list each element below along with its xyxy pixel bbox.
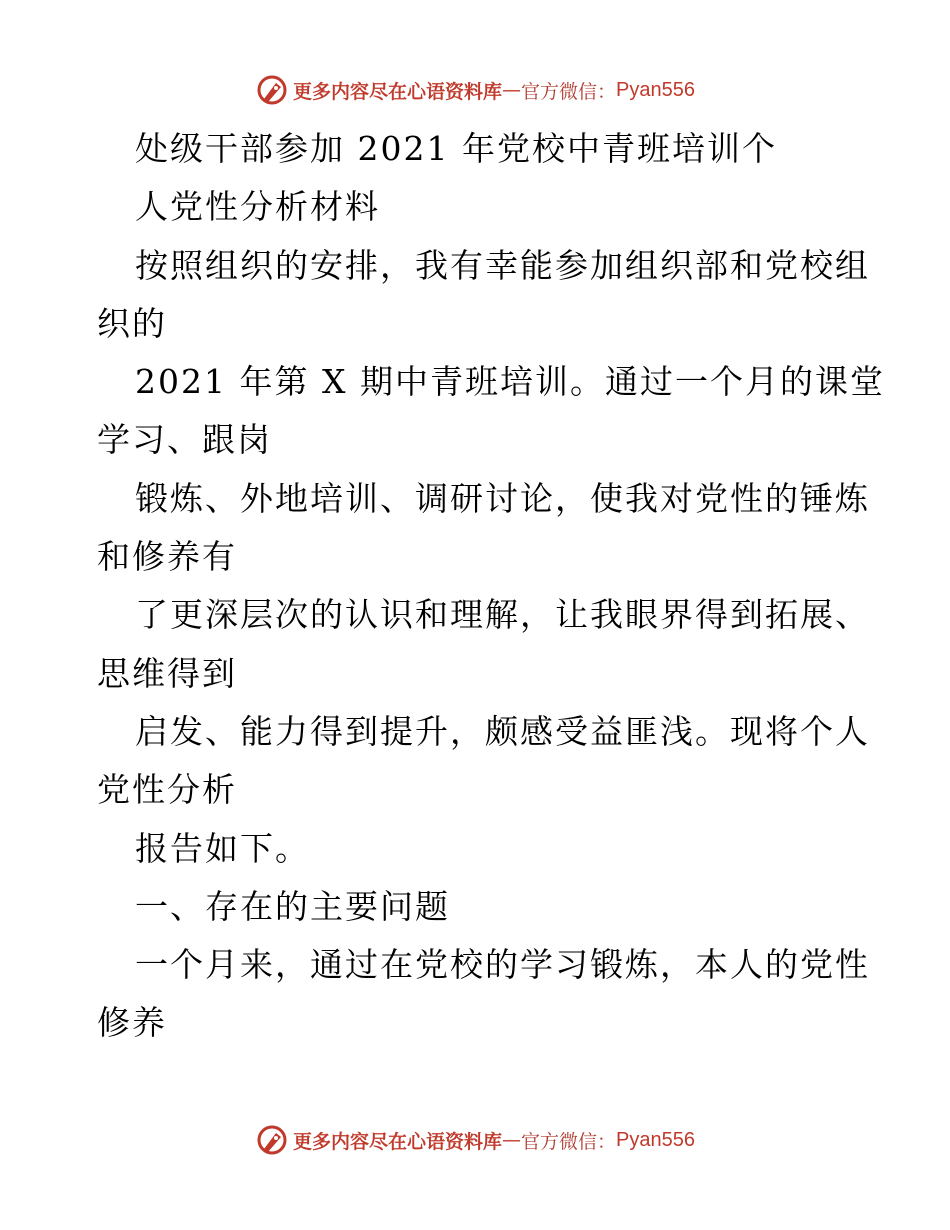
paragraph-line: 织的 [97, 303, 167, 343]
banner-wechat-label: 官方微信： [521, 80, 617, 103]
paragraph-line: 思维得到 [97, 653, 237, 693]
section-heading: 一、存在的主要问题 [135, 886, 450, 926]
banner-wechat-id: Pyan556 [616, 78, 695, 101]
banner-brand-text: 更多内容尽在心语资料库 [293, 1130, 503, 1153]
header-watermark-banner [0, 70, 950, 110]
paragraph-line: 按照组织的安排，我有幸能参加组织部和党校组 [135, 245, 870, 285]
paragraph-line: 报告如下。 [135, 828, 310, 868]
footer-watermark-banner [0, 1120, 950, 1160]
document-body [97, 120, 885, 1053]
paragraph-line: 党性分析 [97, 770, 237, 810]
paragraph-line: 启发、能力得到提升，颇感受益匪浅。现将个人 [135, 711, 870, 751]
paragraph-line: 了更深层次的认识和理解，让我眼界得到拓展、 [135, 595, 870, 635]
banner-wechat-id: Pyan556 [616, 1128, 695, 1151]
title-line-2: 人党性分析材料 [135, 187, 380, 227]
paragraph-line: 修养 [97, 1003, 167, 1043]
banner-wechat-label: 官方微信： [521, 1130, 617, 1153]
banner-separator: — [502, 79, 522, 101]
paragraph-line: 2021 年第 X 期中青班培训。通过一个月的课堂 [135, 362, 885, 402]
banner-separator: — [502, 1129, 522, 1151]
pen-nib-circle-icon [255, 73, 289, 107]
paragraph-line: 和修养有 [97, 537, 237, 577]
banner-brand-text: 更多内容尽在心语资料库 [293, 80, 503, 103]
paragraph-line: 一个月来，通过在党校的学习锻炼，本人的党性 [135, 945, 870, 985]
pen-nib-circle-icon [255, 1123, 289, 1157]
paragraph-line: 锻炼、外地培训、调研讨论，使我对党性的锤炼 [135, 478, 870, 518]
title-line-1: 处级干部参加 2021 年党校中青班培训个 [135, 129, 777, 168]
paragraph-line: 学习、跟岗 [97, 420, 272, 460]
